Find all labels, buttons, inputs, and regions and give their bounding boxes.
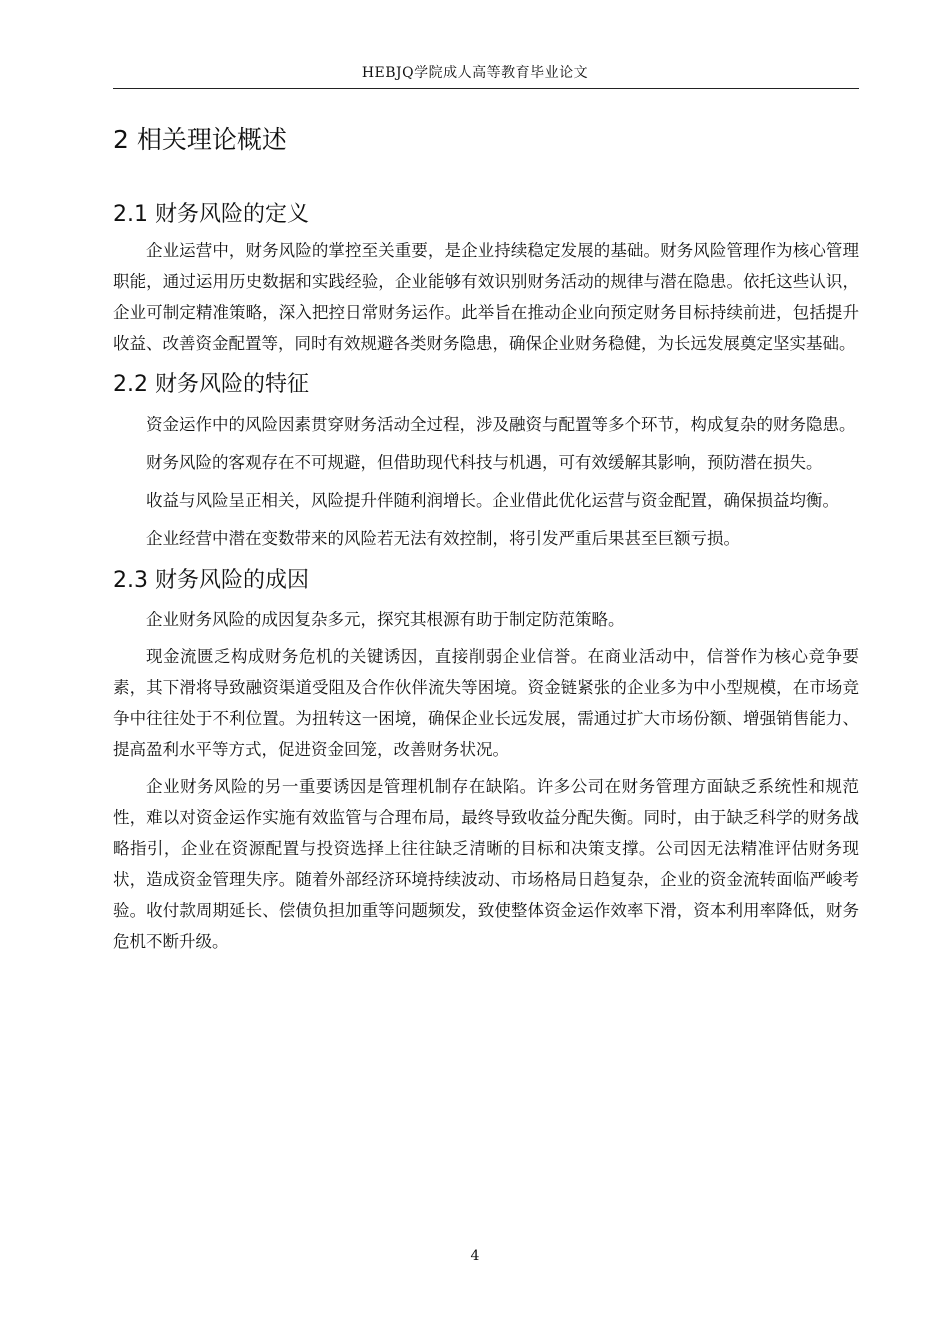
section-title-2-3: 2.3 财务风险的成因 bbox=[113, 568, 309, 593]
paragraph: 企业运营中，财务风险的掌控至关重要，是企业持续稳定发展的基础。财务风险管理作为核心管理职能，通过运用历史数据和实践经验，企业能够有效识别财务活动的规律与潜在隐患。依托这些认识，企业可制定精准策略，深入把控日常财务运作。此举旨在推动企业向预定财务目标持续前进，包括提升收益、改善资金配置等，同时有效规避各类财务隐患，确保企业财务稳健，为长远发展奠定坚实基础。 bbox=[113, 241, 859, 353]
paragraph: 企业财务风险的成因复杂多元，探究其根源有助于制定防范策略。 bbox=[146, 610, 625, 629]
chapter-title: 2 相关理论概述 bbox=[113, 125, 287, 154]
page-body bbox=[113, 118, 859, 957]
paragraph: 企业财务风险的另一重要诱因是管理机制存在缺陷。许多公司在财务管理方面缺乏系统性和规范性，难以对资金运作实施有效监管与合理布局，最终导致收益分配失衡。同时，由于缺乏科学的财务战略指引，企业在资源配置与投资选择上往往缺乏清晰的目标和决策支撑。公司因无法精准评估财务现状，造成资金管理失序。随着外部经济环境持续波动、市场格局日趋复杂，企业的资金流转面临严峻考验。收付款周期延长、偿债负担加重等问题频发，致使整体资金运作效率下滑，资本利用率降低，财务危机不断升级。 bbox=[113, 777, 859, 951]
paragraph: 收益与风险呈正相关，风险提升伴随利润增长。企业借此优化运营与资金配置，确保损益均衡。 bbox=[146, 491, 839, 510]
running-header: HEBJQ学院成人高等教育毕业论文 bbox=[361, 65, 589, 81]
section-title-2-2: 2.2 财务风险的特征 bbox=[113, 372, 309, 397]
paragraph: 现金流匮乏构成财务危机的关键诱因，直接削弱企业信誉。在商业活动中，信誉作为核心竞争要素，其下滑将导致融资渠道受阻及合作伙伴流失等困境。资金链紧张的企业多为中小型规模，在市场竞争中往往处于不利位置。为扭转这一困境，确保企业长远发展，需通过扩大市场份额、增强销售能力、提高盈利水平等方式，促进资金回笼，改善财务状况。 bbox=[113, 647, 859, 759]
paragraph: 财务风险的客观存在不可规避，但借助现代科技与机遇，可有效缓解其影响，预防潜在损失。 bbox=[146, 453, 823, 472]
header-divider bbox=[113, 88, 859, 89]
section-title-2-1: 2.1 财务风险的定义 bbox=[113, 202, 309, 227]
paragraph: 企业经营中潜在变数带来的风险若无法有效控制，将引发严重后果甚至巨额亏损。 bbox=[146, 529, 740, 548]
page-number: 4 bbox=[470, 1248, 480, 1264]
paragraph: 资金运作中的风险因素贯穿财务活动全过程，涉及融资与配置等多个环节，构成复杂的财务隐患。 bbox=[146, 415, 856, 434]
